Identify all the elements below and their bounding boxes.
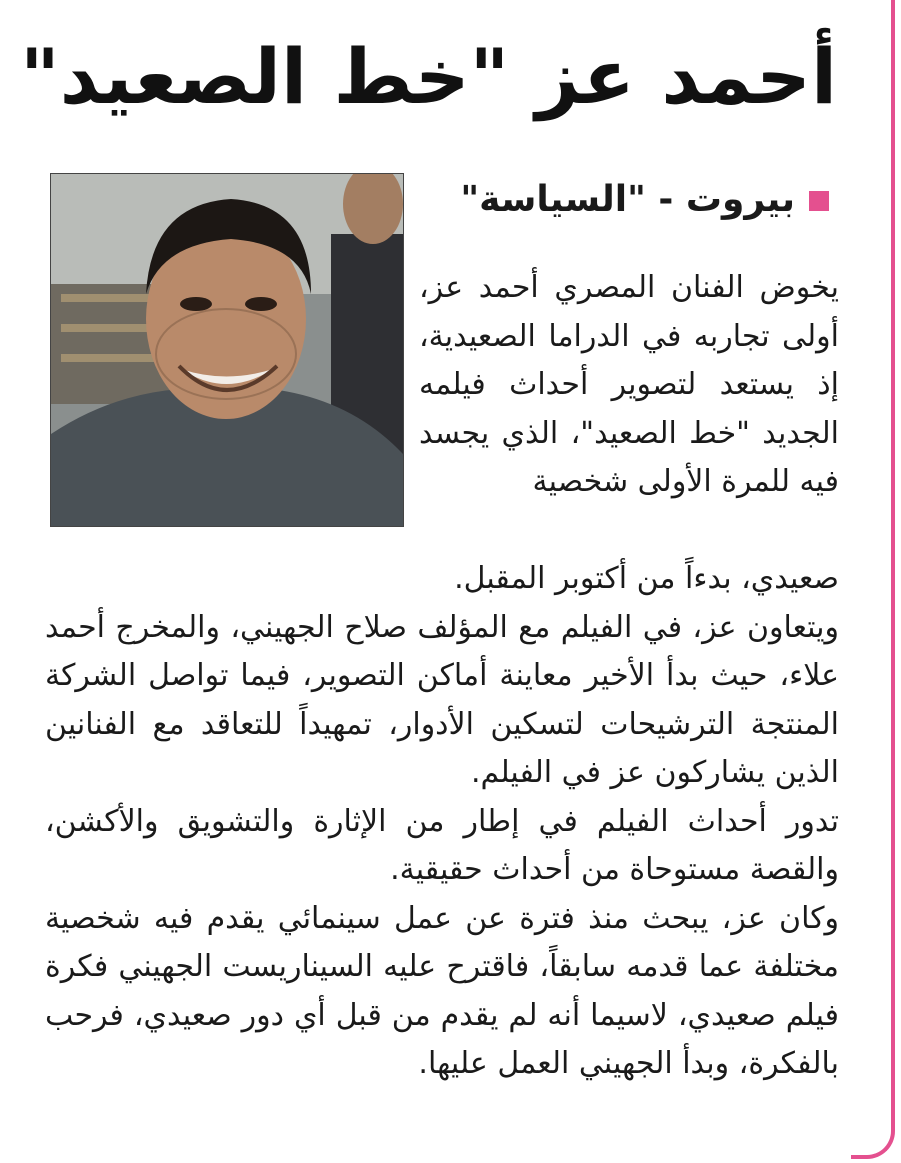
paragraph-4: وكان عز، يبحث منذ فترة عن عمل سينمائي يقدم فيه شخصية مختلفة عما قدمه سابقاً، فاقترح عليه السيناريست الجهيني فكرة فيلم صعيدي، لاسيما أنه لم يقدم من قبل أي دور صعيدي، فرحب بالفكرة، وبدأ الجهيني العمل عليها.: [45, 900, 839, 1081]
paragraph-1-text: يخوض الفنان المصري أحمد عز، أولى تجاربه في الدراما الصعيدية، إذ يستعد لتصوير أحداث فيلمه الجديد "خط الصعيد"، الذي يجسد فيه للمرة الأولى شخصية: [419, 270, 839, 499]
paragraph-1-narrow: [419, 264, 839, 507]
paragraph-3: تدور أحداث الفيلم في إطار من الإثارة والتشويق والأكشن، والقصة مستوحاة من أحداث حقيقية.: [45, 803, 839, 887]
byline-text: بيروت - "السياسة": [460, 179, 795, 220]
paragraph-2: ويتعاون عز، في الفيلم مع المؤلف صلاح الجهيني، والمخرج أحمد علاء، حيث بدأ الأخير معاينة أماكن التصوير، فيما تواصل الشركة المنتجة الترشيحات لتسكين الأدوار، تمهيداً للتعاقد مع الفنانين الذين يشاركون عز في الفيلم.: [45, 609, 839, 790]
article-body: [45, 555, 839, 1089]
pink-square-icon: [809, 191, 829, 211]
portrait-photo: [50, 173, 404, 527]
page-border: [851, 0, 895, 1159]
article-byline: [409, 172, 829, 228]
article-headline: أحمد عز "خط الصعيد": [20, 32, 837, 121]
paragraph-1-tail: صعيدي، بدءاً من أكتوبر المقبل.: [454, 561, 839, 596]
